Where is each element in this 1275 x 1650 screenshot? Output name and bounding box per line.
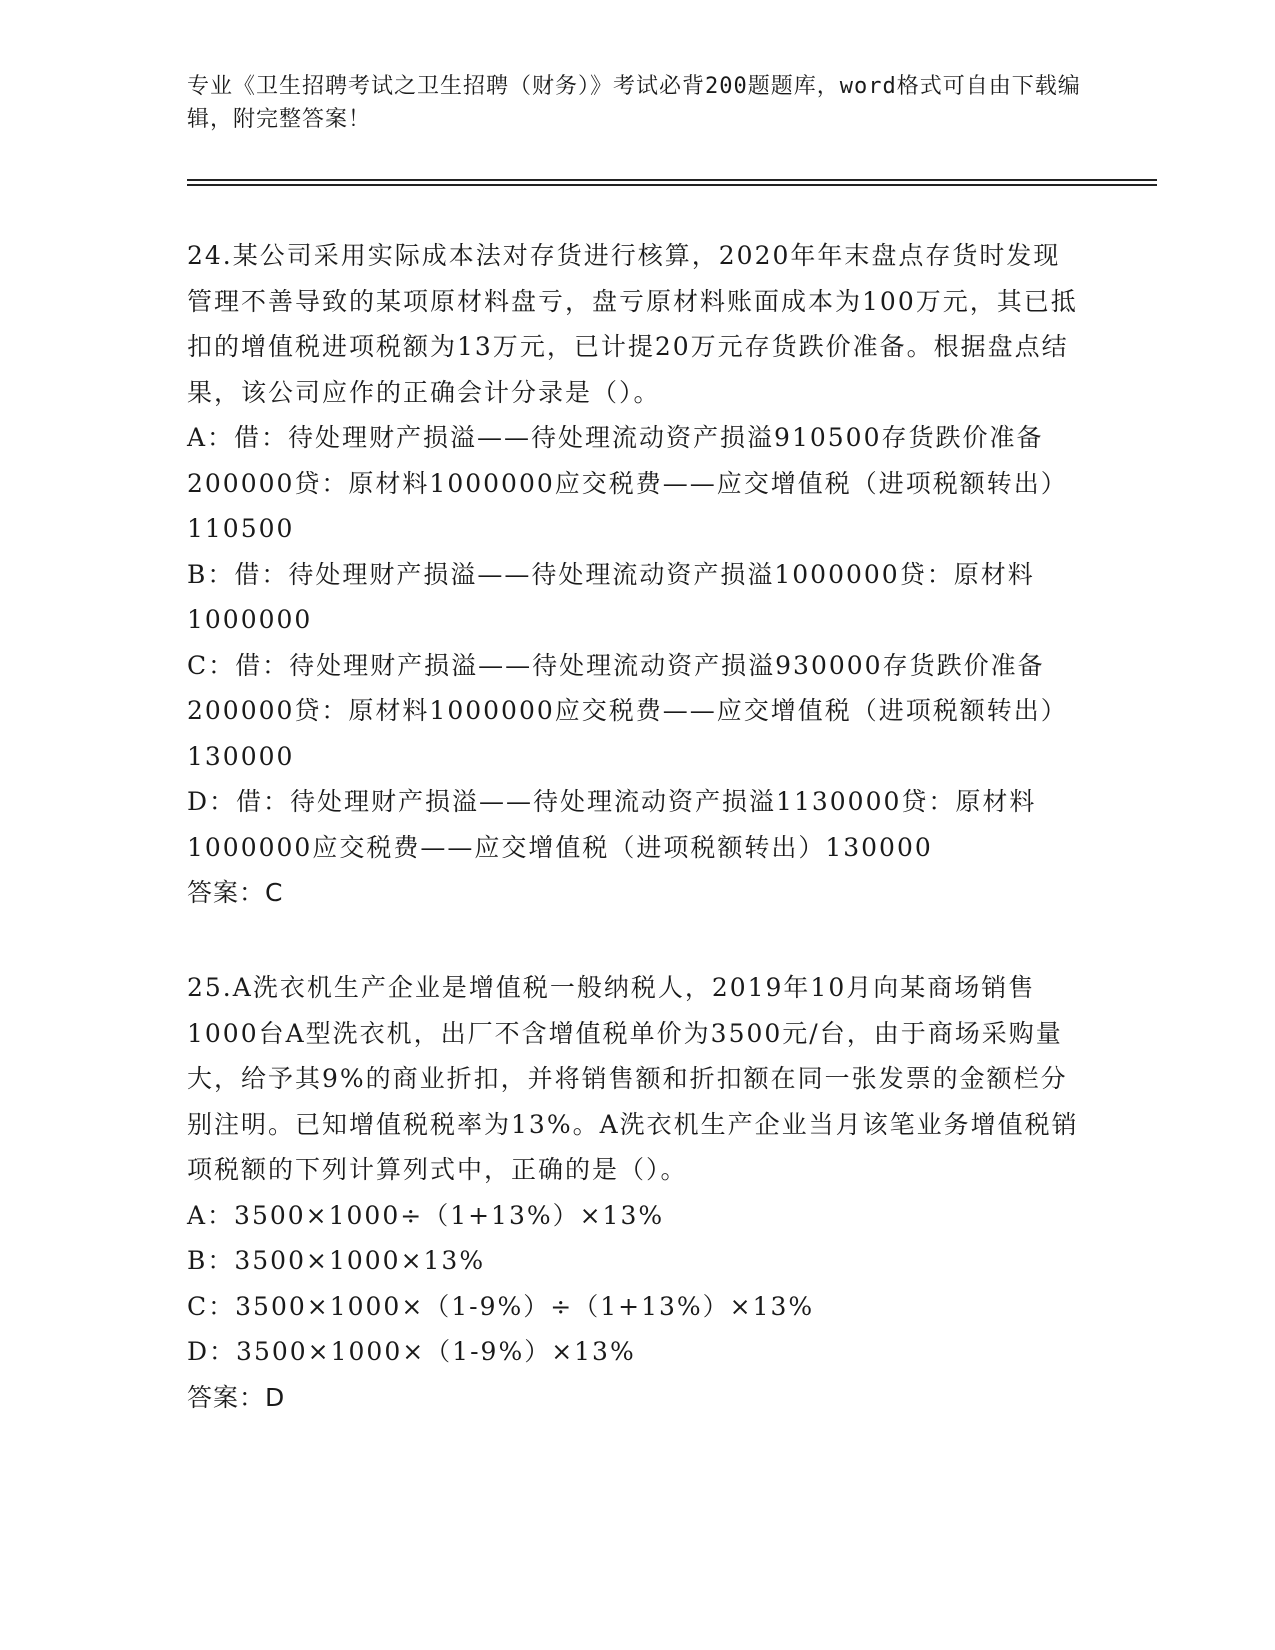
header-divider-top	[187, 179, 1157, 181]
question-24-answer: 答案：C	[187, 878, 284, 907]
question-25-option-b: B：3500×1000×13%	[187, 1246, 486, 1275]
question-25-option-d: D：3500×1000×（1-9%）×13%	[187, 1337, 636, 1366]
question-25	[187, 965, 1087, 1420]
question-24-option-a: A：借：待处理财产损溢——待处理流动资产损溢910500存货跌价准备200000贷：原材料1000000应交税费——应交增值税（进项税额转出）110500	[187, 423, 1068, 543]
question-25-text: 25.A洗衣机生产企业是增值税一般纳税人，2019年10月向某商场销售1000台A型洗衣机，出厂不含增值税单价为3500元/台，由于商场采购量大，给予其9%的商业折扣，并将销售额和折扣额在同一张发票的金额栏分别注明。已知增值税税率为13%。A洗衣机生产企业当月该笔业务增值税销项税额的下列计算列式中，正确的是（）。	[187, 973, 1079, 1184]
question-24-option-c: C：借：待处理财产损溢——待处理流动资产损溢930000存货跌价准备200000贷：原材料1000000应交税费——应交增值税（进项税额转出）130000	[187, 650, 1068, 771]
question-24-option-b: B：借：待处理财产损溢——待处理流动资产损溢1000000贷：原材料1000000	[187, 559, 1035, 634]
question-25-option-c: C：3500×1000×（1-9%）÷（1+13%）×13%	[187, 1291, 815, 1321]
question-25-answer: 答案：D	[187, 1382, 286, 1412]
header-divider-bottom	[187, 184, 1157, 186]
question-24-option-d: D：借：待处理财产损溢——待处理流动资产损溢1130000贷：原材料1000000应交税费——应交增值税（进项税额转出）130000	[187, 787, 1037, 862]
document-header: 专业《卫生招聘考试之卫生招聘（财务）》考试必背200题题库，word格式可自由下载编辑，附完整答案！	[187, 74, 1081, 132]
question-25-option-a: A：3500×1000÷（1+13%）×13%	[187, 1200, 665, 1230]
question-24	[187, 233, 1087, 916]
question-24-text: 24.某公司采用实际成本法对存货进行核算，2020年年末盘点存货时发现管理不善导致的某项原材料盘亏，盘亏原材料账面成本为100万元，其已抵扣的增值税进项税额为13万元，已计提20万元存货跌价准备。根据盘点结果，该公司应作的正确会计分录是（）。	[187, 241, 1078, 407]
